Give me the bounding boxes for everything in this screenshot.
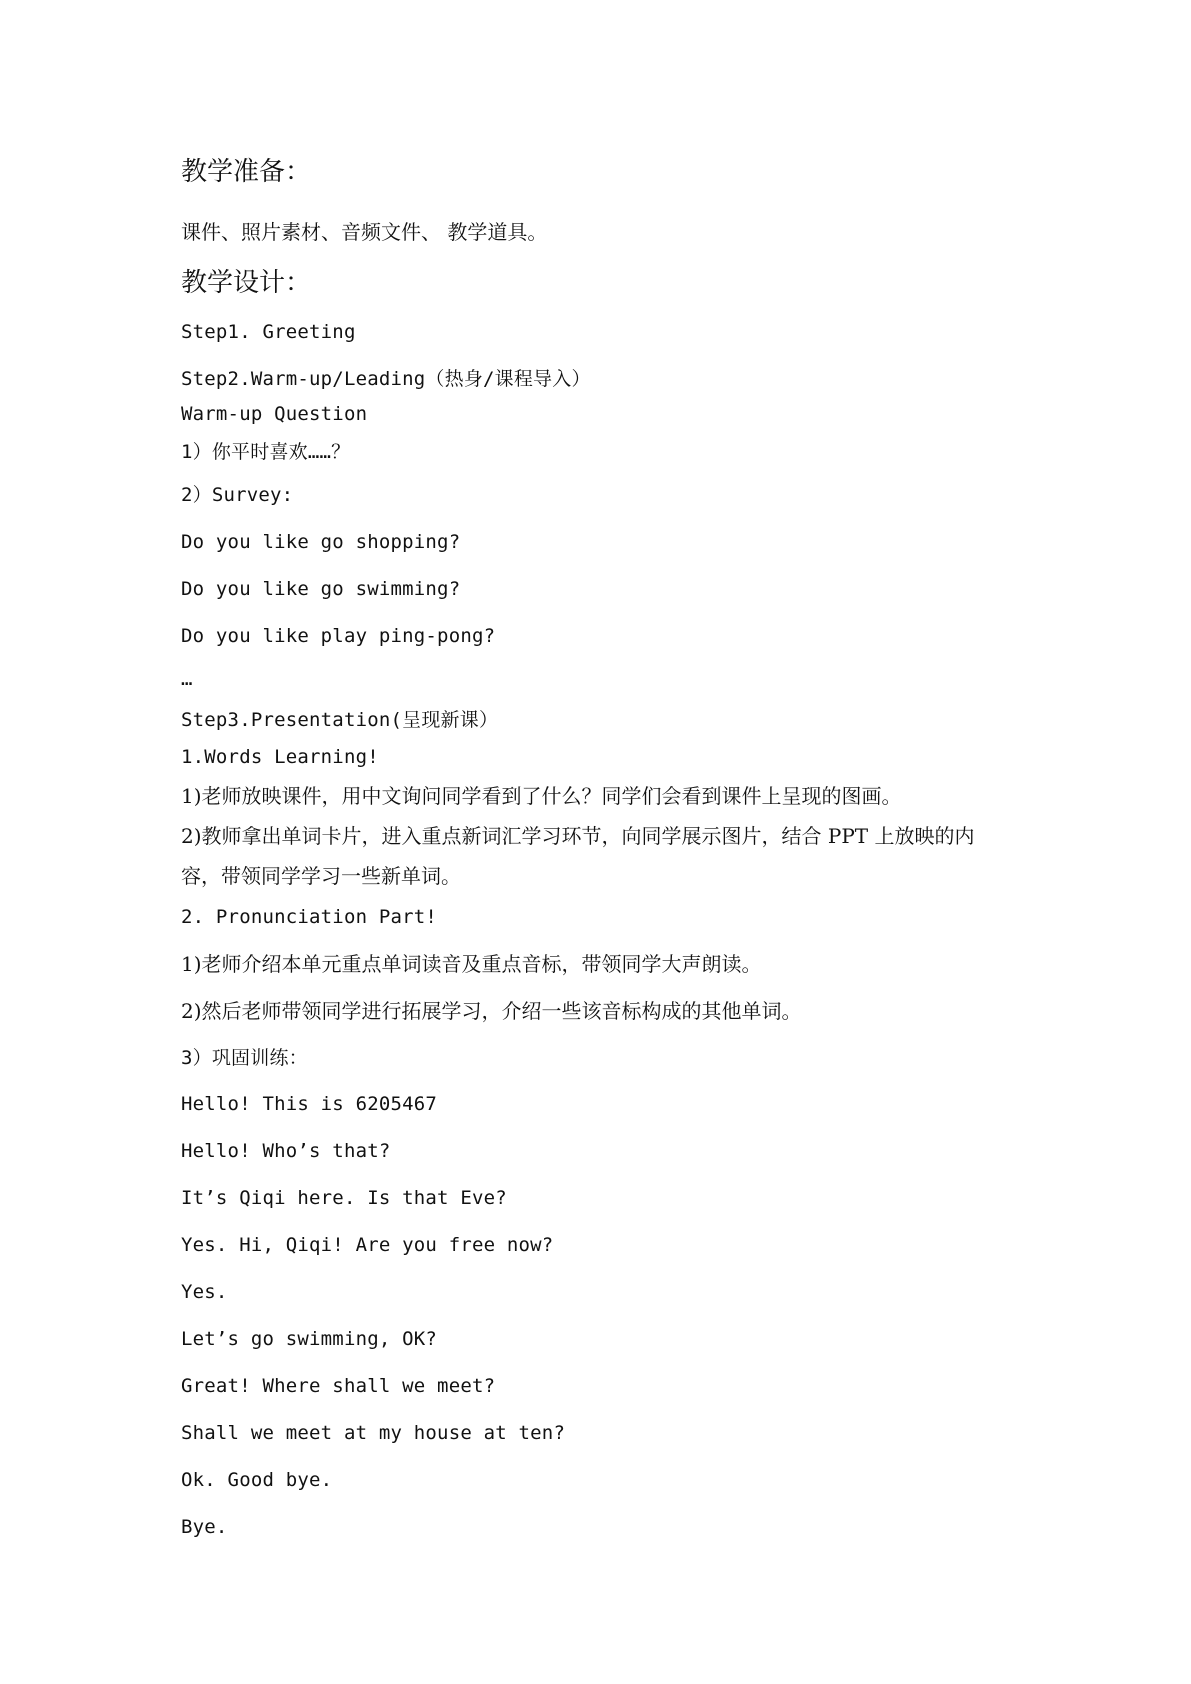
survey-line: Do you like play ping-pong? xyxy=(181,625,496,647)
pronunciation-item-3: 3）巩固训练： xyxy=(181,1047,308,1069)
pronunciation-item-2: 2)然后老师带领同学进行拓展学习，介绍一些该音标构成的其他单词。 xyxy=(181,999,802,1023)
step2-line: Step2.Warm-up/Leading（热身/课程导入） xyxy=(181,368,591,390)
dialogue-line: Hello! This is 6205467 xyxy=(181,1093,438,1115)
step3-line: Step3.Presentation(呈现新课） xyxy=(181,709,499,731)
step1-line: Step1. Greeting xyxy=(181,321,356,343)
pronunciation-item-1: 1)老师介绍本单元重点单词读音及重点音标，带领同学大声朗读。 xyxy=(181,952,762,976)
teaching-materials-text: 课件、照片素材、音频文件、 教学道具。 xyxy=(181,220,548,244)
dialogue-line: Shall we meet at my house at ten? xyxy=(181,1422,566,1444)
dialogue-line: Hello! Who’s that? xyxy=(181,1140,391,1162)
dialogue-line: It’s Qiqi here. Is that Eve? xyxy=(181,1187,507,1209)
dialogue-line: Yes. Hi, Qiqi! Are you free now? xyxy=(181,1234,554,1256)
words-learning-item-1: 1)老师放映课件，用中文询问同学看到了什么？同学们会看到课件上呈现的图画。 xyxy=(181,784,902,808)
warmup-question-line: Warm-up Question xyxy=(181,403,368,425)
dialogue-line: Yes. xyxy=(181,1281,228,1303)
teaching-prep-heading: 教学准备： xyxy=(181,157,312,187)
pronunciation-heading: 2. Pronunciation Part! xyxy=(181,906,438,928)
question-2-line: 2）Survey: xyxy=(181,484,294,506)
dialogue-line: Ok. Good bye. xyxy=(181,1469,333,1491)
ellipsis-line: … xyxy=(181,668,193,690)
question-1-line: 1）你平时喜欢……？ xyxy=(181,441,351,463)
words-learning-item-2-cont: 容，带领同学学习一些新单词。 xyxy=(181,864,461,888)
words-learning-item-2: 2)教师拿出单词卡片，进入重点新词汇学习环节，向同学展示图片，结合 PPT 上放映的内 xyxy=(181,824,975,848)
dialogue-line: Let’s go swimming, OK? xyxy=(181,1328,438,1350)
survey-line: Do you like go shopping? xyxy=(181,531,461,553)
teaching-design-heading: 教学设计： xyxy=(181,268,312,298)
dialogue-line: Bye. xyxy=(181,1516,228,1538)
survey-line: Do you like go swimming? xyxy=(181,578,461,600)
dialogue-line: Great! Where shall we meet? xyxy=(181,1375,496,1397)
words-learning-heading: 1.Words Learning! xyxy=(181,746,379,768)
